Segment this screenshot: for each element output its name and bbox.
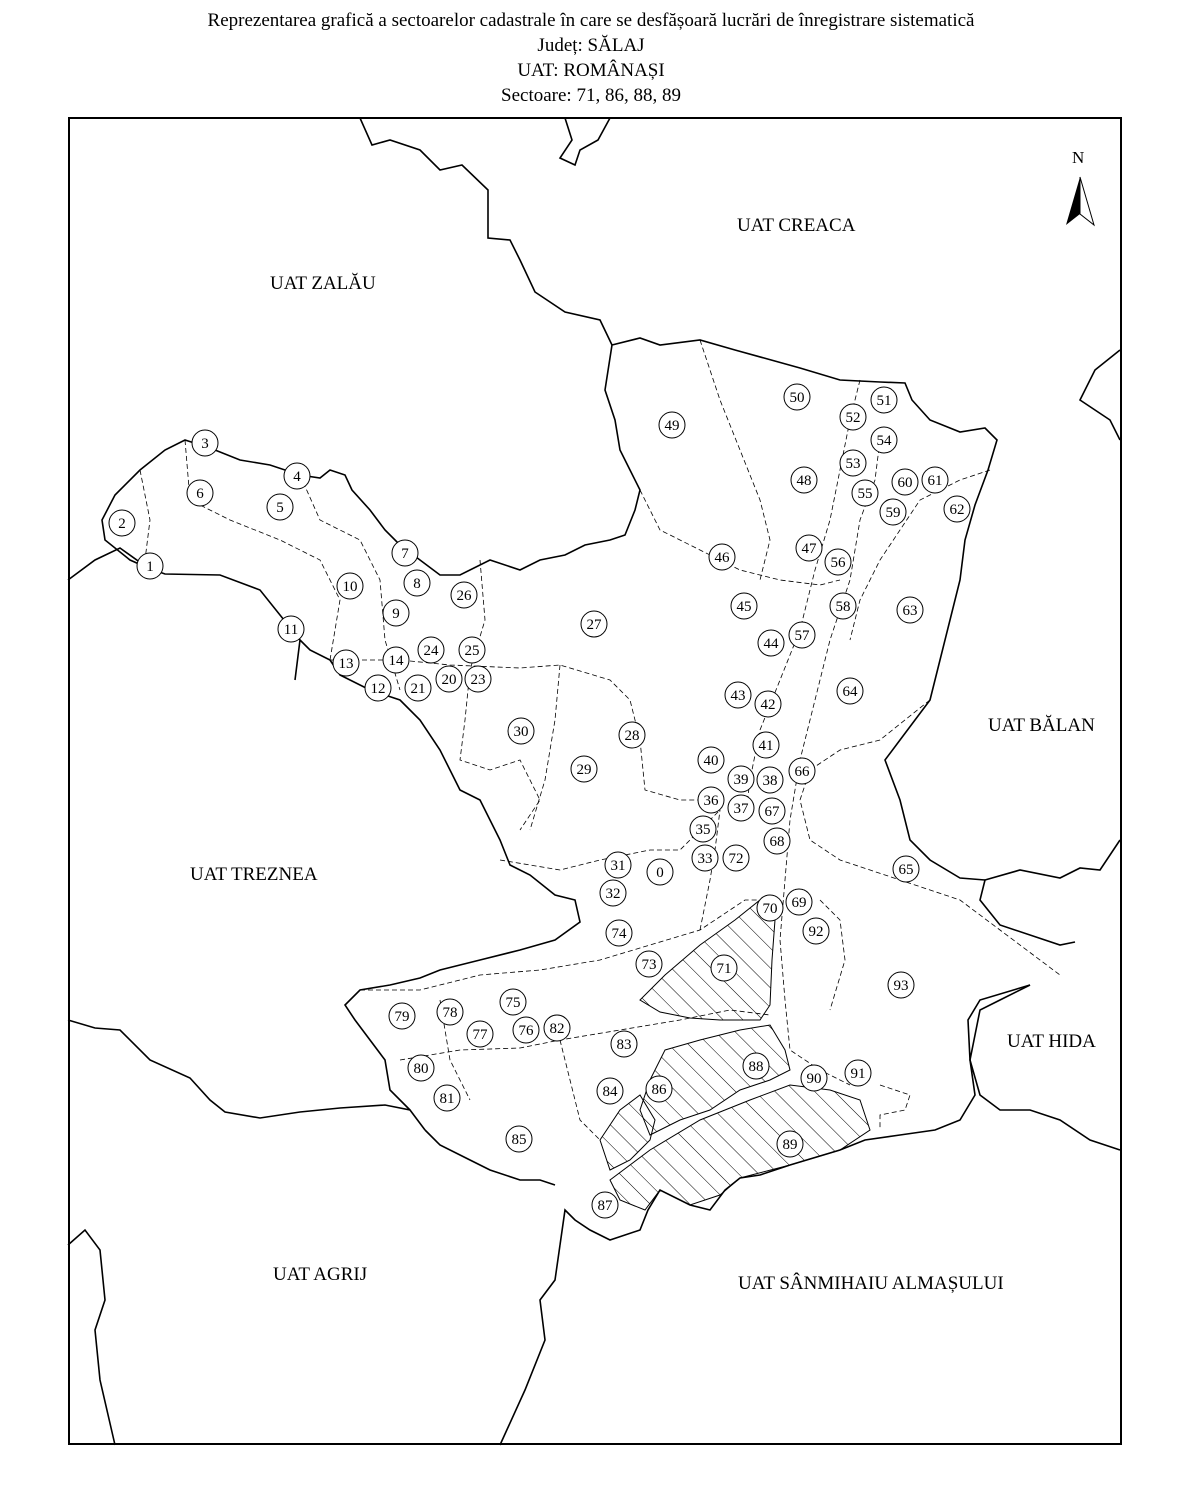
sector-marker-46: [709, 544, 735, 570]
sector-number: 41: [758, 738, 774, 754]
sector-marker-77: [467, 1021, 493, 1047]
sector-marker-45: [731, 593, 757, 619]
sector-marker-44: [758, 630, 784, 656]
sector-marker-42: [755, 691, 781, 717]
sector-marker-78: [437, 999, 463, 1025]
sector-number: 57: [794, 628, 810, 644]
sector-number: 68: [769, 834, 785, 850]
sector-number: 37: [733, 801, 749, 817]
uat-creaca-label: UAT CREACA: [737, 215, 856, 236]
sector-marker-89: [777, 1131, 803, 1157]
boundary-north-island: [560, 118, 610, 165]
sector-number: 27: [586, 617, 602, 633]
sector-number: 80: [413, 1061, 429, 1077]
internal-line-2: [185, 440, 340, 660]
sector-number: 9: [392, 606, 400, 622]
boundary-east-hida-north: [980, 840, 1120, 945]
sector-number: 87: [597, 1198, 613, 1214]
sector-number: 84: [602, 1084, 618, 1100]
sector-number: 86: [651, 1082, 667, 1098]
sector-number: 2: [118, 516, 126, 532]
uat-sanmihaiu-label: UAT SÂNMIHAIU ALMAȘULUI: [738, 1273, 1004, 1294]
sector-number: 53: [845, 456, 861, 472]
internal-line-6: [530, 665, 560, 830]
sector-number: 89: [782, 1137, 798, 1153]
sector-number: 63: [902, 603, 918, 619]
sector-number: 47: [801, 541, 817, 557]
sector-marker-26: [451, 582, 477, 608]
sector-number: 35: [695, 822, 711, 838]
sector-number: 81: [439, 1091, 455, 1107]
sector-number: 56: [830, 555, 846, 571]
sector-number: 25: [464, 643, 480, 659]
sector-number: 93: [893, 978, 909, 994]
sector-marker-86: [646, 1076, 672, 1102]
north-label: N: [1072, 148, 1085, 167]
sector-number: 92: [808, 924, 824, 940]
sector-number: 10: [342, 579, 358, 595]
uat-agrij-label: UAT AGRIJ: [273, 1264, 368, 1285]
sector-number: 28: [624, 728, 640, 744]
sector-number: 74: [611, 926, 627, 942]
boundary-zalau-creaca: [360, 118, 612, 345]
sectors-label: Sectoare: 71, 86, 88, 89: [501, 85, 681, 106]
sector-marker-87: [592, 1192, 618, 1218]
sector-number: 65: [898, 862, 914, 878]
sector-number: 55: [857, 486, 873, 502]
sector-marker-4: [284, 463, 310, 489]
sector-marker-39: [728, 766, 754, 792]
neighbor-boundaries: [68, 118, 1120, 1445]
sector-marker-7: [392, 540, 418, 566]
sector-number: 90: [806, 1071, 822, 1087]
sector-marker-13: [333, 650, 359, 676]
sector-number: 39: [733, 772, 749, 788]
sector-marker-76: [513, 1017, 539, 1043]
sector-marker-6: [187, 480, 213, 506]
sector-boundaries: [140, 340, 1060, 1140]
sector-number: 29: [576, 762, 592, 778]
sector-number: 78: [442, 1005, 458, 1021]
boundary-agrij-sanmihaiu: [500, 1245, 560, 1445]
internal-line-20: [820, 900, 845, 1010]
sector-number: 62: [949, 502, 965, 518]
sector-number: 12: [370, 681, 386, 697]
sector-marker-82: [544, 1015, 570, 1041]
sector-number: 58: [835, 599, 851, 615]
sector-number: 5: [276, 500, 284, 516]
sector-number: 69: [791, 895, 807, 911]
north-arrow: [1066, 177, 1094, 225]
sector-marker-55: [852, 480, 878, 506]
sector-marker-21: [405, 675, 431, 701]
internal-line-13: [800, 700, 1060, 975]
sector-number: 1: [146, 559, 154, 575]
sector-marker-54: [871, 427, 897, 453]
sector-number: 60: [897, 475, 913, 491]
sector-number: 72: [728, 851, 744, 867]
internal-line-9: [700, 340, 770, 580]
sector-number: 71: [716, 961, 732, 977]
sector-marker-20: [436, 666, 462, 692]
sector-number: 44: [763, 636, 779, 652]
sector-marker-72: [723, 845, 749, 871]
boundary-treznea-agrij: [68, 1020, 425, 1130]
sector-number: 43: [730, 688, 746, 704]
sector-marker-71: [711, 955, 737, 981]
sector-marker-41: [753, 732, 779, 758]
sector-number: 14: [388, 653, 404, 669]
sector-number: 83: [616, 1037, 632, 1053]
sector-marker-40: [698, 747, 724, 773]
sector-marker-73: [636, 951, 662, 977]
sector-number: 21: [410, 681, 426, 697]
sector-number: 54: [876, 433, 892, 449]
sector-number: 30: [513, 724, 529, 740]
sector-marker-28: [619, 722, 645, 748]
sector-marker-62: [944, 496, 970, 522]
sector-number: 52: [845, 410, 861, 426]
sector-marker-65: [893, 856, 919, 882]
sector-number: 67: [764, 804, 780, 820]
sector-number: 82: [549, 1021, 565, 1037]
sector-marker-47: [796, 535, 822, 561]
sector-marker-57: [789, 622, 815, 648]
sector-number: 6: [196, 486, 204, 502]
internal-line-19: [880, 1085, 910, 1130]
sector-marker-85: [506, 1126, 532, 1152]
sector-number: 70: [762, 901, 778, 917]
sector-marker-5: [267, 494, 293, 520]
boundary-east-balan: [1080, 350, 1120, 440]
sector-number: 3: [201, 436, 209, 452]
sector-marker-0: [647, 859, 673, 885]
sector-number: 51: [876, 393, 892, 409]
sector-number: 32: [605, 886, 621, 902]
sector-marker-23: [465, 666, 491, 692]
sector-number: 66: [794, 764, 810, 780]
internal-line-1: [140, 470, 150, 560]
sector-number: 48: [796, 473, 812, 489]
sector-marker-29: [571, 756, 597, 782]
sector-marker-68: [764, 828, 790, 854]
sector-marker-35: [690, 816, 716, 842]
sector-marker-58: [830, 593, 856, 619]
sector-marker-52: [840, 404, 866, 430]
sector-marker-80: [408, 1055, 434, 1081]
sector-marker-79: [389, 1003, 415, 1029]
sector-marker-31: [605, 852, 631, 878]
sector-number: 13: [338, 656, 354, 672]
sector-marker-70: [757, 895, 783, 921]
sector-number: 88: [748, 1059, 764, 1075]
sector-marker-48: [791, 467, 817, 493]
uat-treznea-label: UAT TREZNEA: [190, 864, 318, 885]
sector-marker-64: [837, 678, 863, 704]
sector-marker-9: [383, 600, 409, 626]
sector-marker-37: [728, 795, 754, 821]
sector-number: 42: [760, 697, 776, 713]
sector-number: 36: [703, 793, 719, 809]
uat-hida-label: UAT HIDA: [1007, 1031, 1096, 1052]
boundary-east-hida-south: [968, 985, 1120, 1150]
sector-marker-51: [871, 387, 897, 413]
sector-number: 31: [610, 858, 626, 874]
sector-marker-33: [692, 845, 718, 871]
sector-number: 77: [472, 1027, 488, 1043]
sector-number: 45: [736, 599, 752, 615]
sector-marker-63: [897, 597, 923, 623]
sector-marker-24: [418, 637, 444, 663]
sector-number: 75: [505, 995, 521, 1011]
sector-number: 8: [413, 576, 421, 592]
sector-marker-69: [786, 889, 812, 915]
sector-marker-88: [743, 1053, 769, 1079]
boundary-west-zalau-treznea: [68, 548, 300, 680]
county-label: Județ: SĂLAJ: [537, 35, 645, 56]
sector-marker-66: [789, 758, 815, 784]
sector-number: 23: [470, 672, 486, 688]
sector-marker-1: [137, 553, 163, 579]
sector-marker-8: [404, 570, 430, 596]
uat-label: UAT: ROMÂNAȘI: [517, 60, 665, 81]
sector-marker-12: [365, 675, 391, 701]
sector-number: 4: [293, 469, 301, 485]
sector-marker-59: [880, 499, 906, 525]
uat-zalau-label: UAT ZALĂU: [270, 273, 376, 294]
sector-number: 33: [697, 851, 713, 867]
sector-number: 61: [927, 473, 943, 489]
sector-number: 73: [641, 957, 657, 973]
sector-marker-10: [337, 573, 363, 599]
sector-number: 49: [664, 418, 680, 434]
map-title: Reprezentarea grafică a sectoarelor cadastrale în care se desfășoară lucrări de înregistrare sistematică: [207, 10, 975, 31]
sector-marker-67: [759, 798, 785, 824]
sector-marker-91: [845, 1060, 871, 1086]
sector-marker-84: [597, 1078, 623, 1104]
sector-marker-14: [383, 647, 409, 673]
sector-number: 0: [656, 865, 664, 881]
sector-number: 85: [511, 1132, 527, 1148]
sector-marker-38: [757, 767, 783, 793]
sector-marker-2: [109, 510, 135, 536]
sector-number: 20: [441, 672, 457, 688]
sector-marker-30: [508, 718, 534, 744]
sector-marker-56: [825, 549, 851, 575]
sector-marker-43: [725, 682, 751, 708]
sector-number: 50: [789, 390, 805, 406]
sector-marker-49: [659, 412, 685, 438]
sector-marker-36: [698, 787, 724, 813]
sector-marker-32: [600, 880, 626, 906]
sector-marker-3: [192, 430, 218, 456]
sector-marker-74: [606, 920, 632, 946]
sector-marker-60: [892, 469, 918, 495]
sector-number: 38: [762, 773, 778, 789]
sector-number: 46: [714, 550, 730, 566]
uat-balan-label: UAT BĂLAN: [988, 715, 1095, 736]
sector-marker-27: [581, 611, 607, 637]
sector-number: 11: [283, 622, 299, 638]
sector-number: 24: [423, 643, 439, 659]
sector-marker-75: [500, 989, 526, 1015]
sector-marker-93: [888, 972, 914, 998]
sector-number: 91: [850, 1066, 866, 1082]
highlighted-sector-areas: [600, 900, 870, 1210]
sector-number: 26: [456, 588, 472, 604]
sector-marker-83: [611, 1031, 637, 1057]
sector-marker-61: [922, 467, 948, 493]
sector-number: 64: [842, 684, 858, 700]
sector-number: 40: [703, 753, 719, 769]
sector-marker-50: [784, 384, 810, 410]
sector-number: 7: [401, 546, 409, 562]
sector-marker-81: [434, 1085, 460, 1111]
sector-marker-25: [459, 637, 485, 663]
north-arrow-left: [1066, 177, 1080, 225]
boundary-agrij-west: [68, 1230, 115, 1445]
internal-line-17: [560, 1040, 600, 1140]
sector-marker-53: [840, 450, 866, 476]
sector-marker-90: [801, 1065, 827, 1091]
north-arrow-right: [1080, 177, 1094, 225]
sector-number: 79: [394, 1009, 410, 1025]
sector-number: 76: [518, 1023, 534, 1039]
sector-marker-11: [278, 616, 304, 642]
sector-number: 59: [885, 505, 901, 521]
sector-marker-92: [803, 918, 829, 944]
romanasi-boundary: [102, 338, 1030, 1245]
